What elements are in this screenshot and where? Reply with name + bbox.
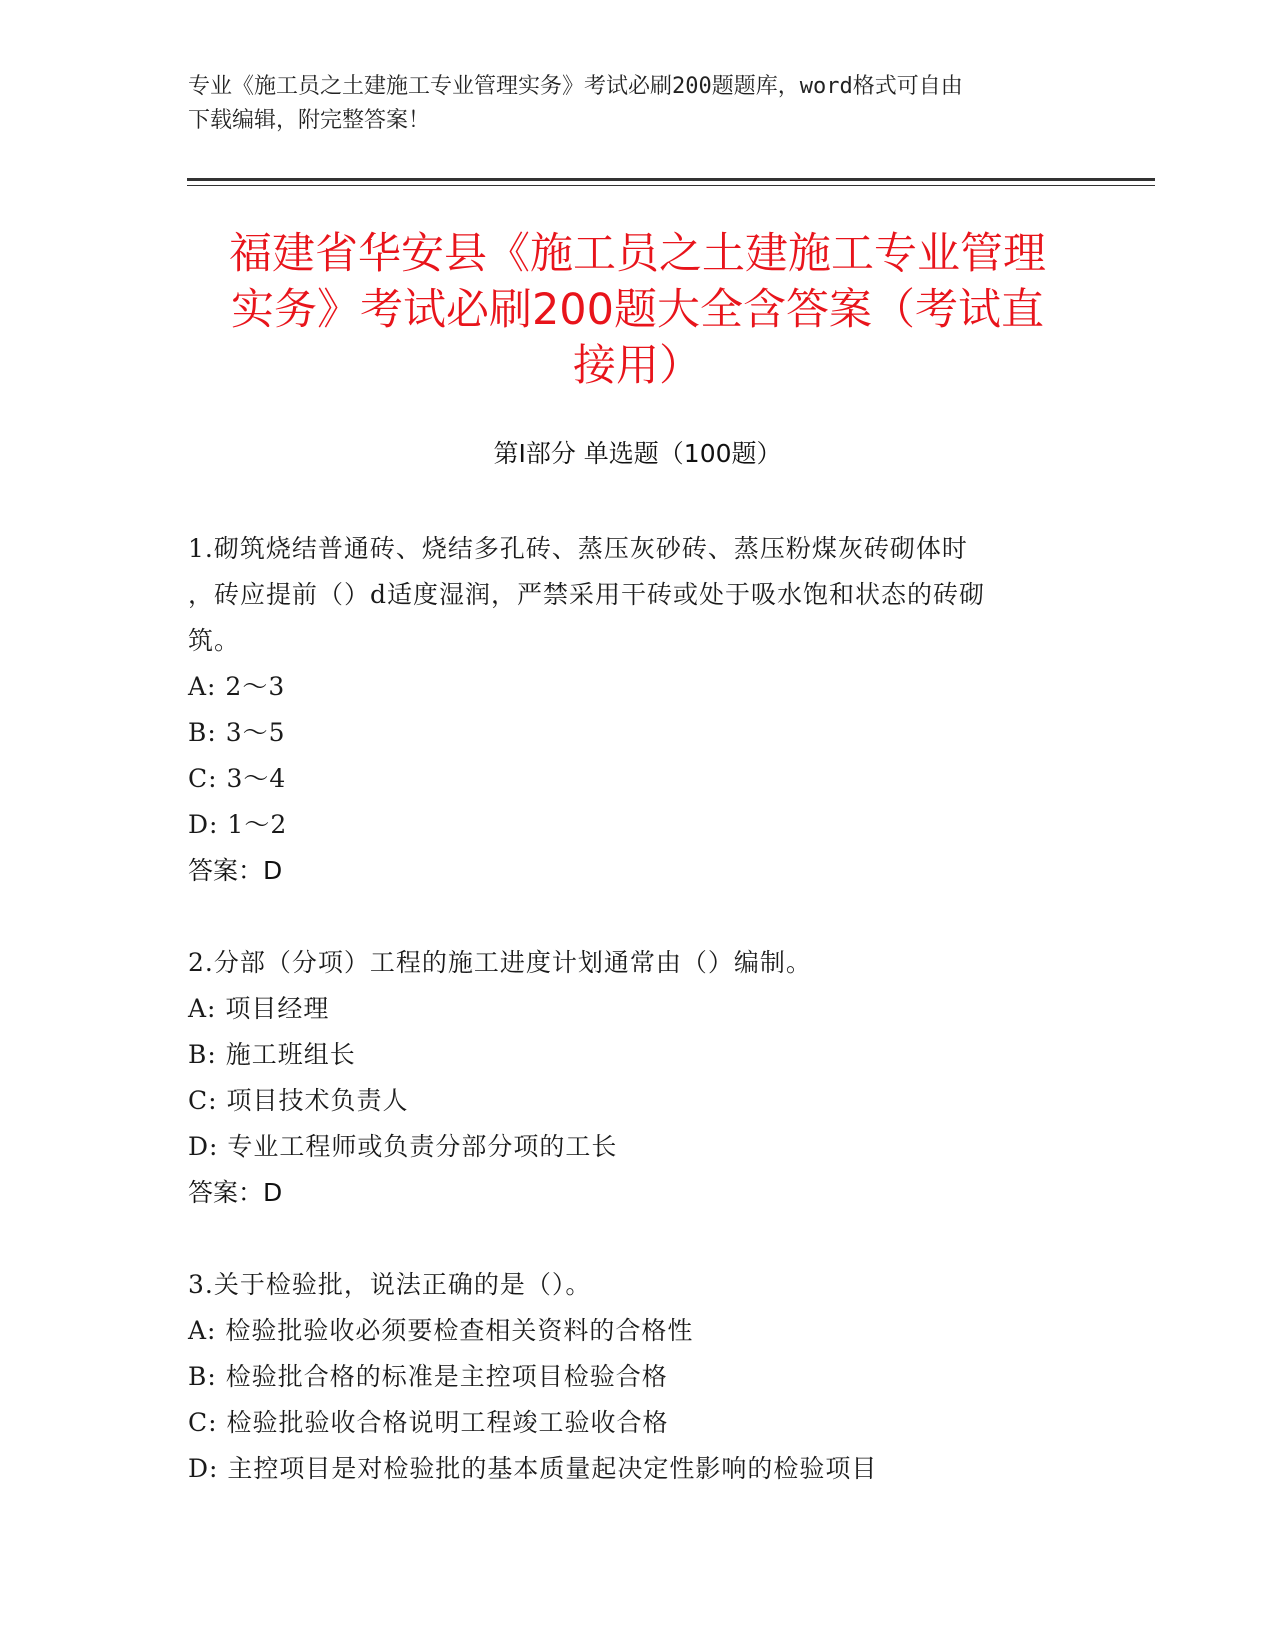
question-stem: 1.砌筑烧结普通砖、烧结多孔砖、蒸压灰砂砖、蒸压粉煤灰砖砌体时 [188, 534, 968, 563]
question-item [188, 1262, 1088, 1492]
document-title [150, 226, 1125, 394]
header-divider-thin [187, 185, 1155, 186]
option-b: B: 3～5 [188, 718, 286, 747]
question-stem: 2.分部（分项）工程的施工进度计划通常由（）编制。 [188, 948, 812, 977]
question-stem: 筑。 [188, 626, 241, 655]
header-note [188, 70, 1088, 138]
answer-label: 答案：D [188, 1178, 283, 1207]
question-list [188, 526, 1088, 1492]
question-item [188, 526, 1088, 894]
question-stem: ，砖应提前（）d适度湿润，严禁采用干砖或处于吸水饱和状态的砖砌 [188, 580, 986, 609]
header-divider-thick [187, 178, 1155, 181]
document-title-line-2: 实务》考试必刷200题大全含答案（考试直 [230, 285, 1045, 335]
option-a: A: 项目经理 [188, 994, 330, 1023]
section-heading: 第Ⅰ部分 单选题（100题） [493, 439, 782, 468]
option-d: D: 1～2 [188, 810, 288, 839]
document-title-line-3: 接用） [573, 341, 702, 391]
document-title-line-1: 福建省华安县《施工员之土建施工专业管理 [229, 229, 1046, 279]
option-c: C: 检验批验收合格说明工程竣工验收合格 [188, 1408, 669, 1437]
option-c: C: 项目技术负责人 [188, 1086, 409, 1115]
header-note-line-2: 下载编辑，附完整答案！ [188, 108, 431, 133]
question-stem: 3.关于检验批，说法正确的是（）。 [188, 1270, 592, 1299]
option-b: B: 施工班组长 [188, 1040, 356, 1069]
option-b: B: 检验批合格的标准是主控项目检验合格 [188, 1362, 668, 1391]
option-a: A: 2～3 [188, 672, 286, 701]
header-note-line-1: 专业《施工员之土建施工专业管理实务》考试必刷200题题库，word格式可自由 [188, 74, 963, 99]
option-d: D: 专业工程师或负责分部分项的工长 [188, 1132, 618, 1161]
option-a: A: 检验批验收必须要检查相关资料的合格性 [188, 1316, 694, 1345]
option-d: D: 主控项目是对检验批的基本质量起决定性影响的检验项目 [188, 1454, 878, 1483]
option-c: C: 3～4 [188, 764, 287, 793]
question-item [188, 940, 1088, 1216]
answer-label: 答案：D [188, 856, 283, 885]
